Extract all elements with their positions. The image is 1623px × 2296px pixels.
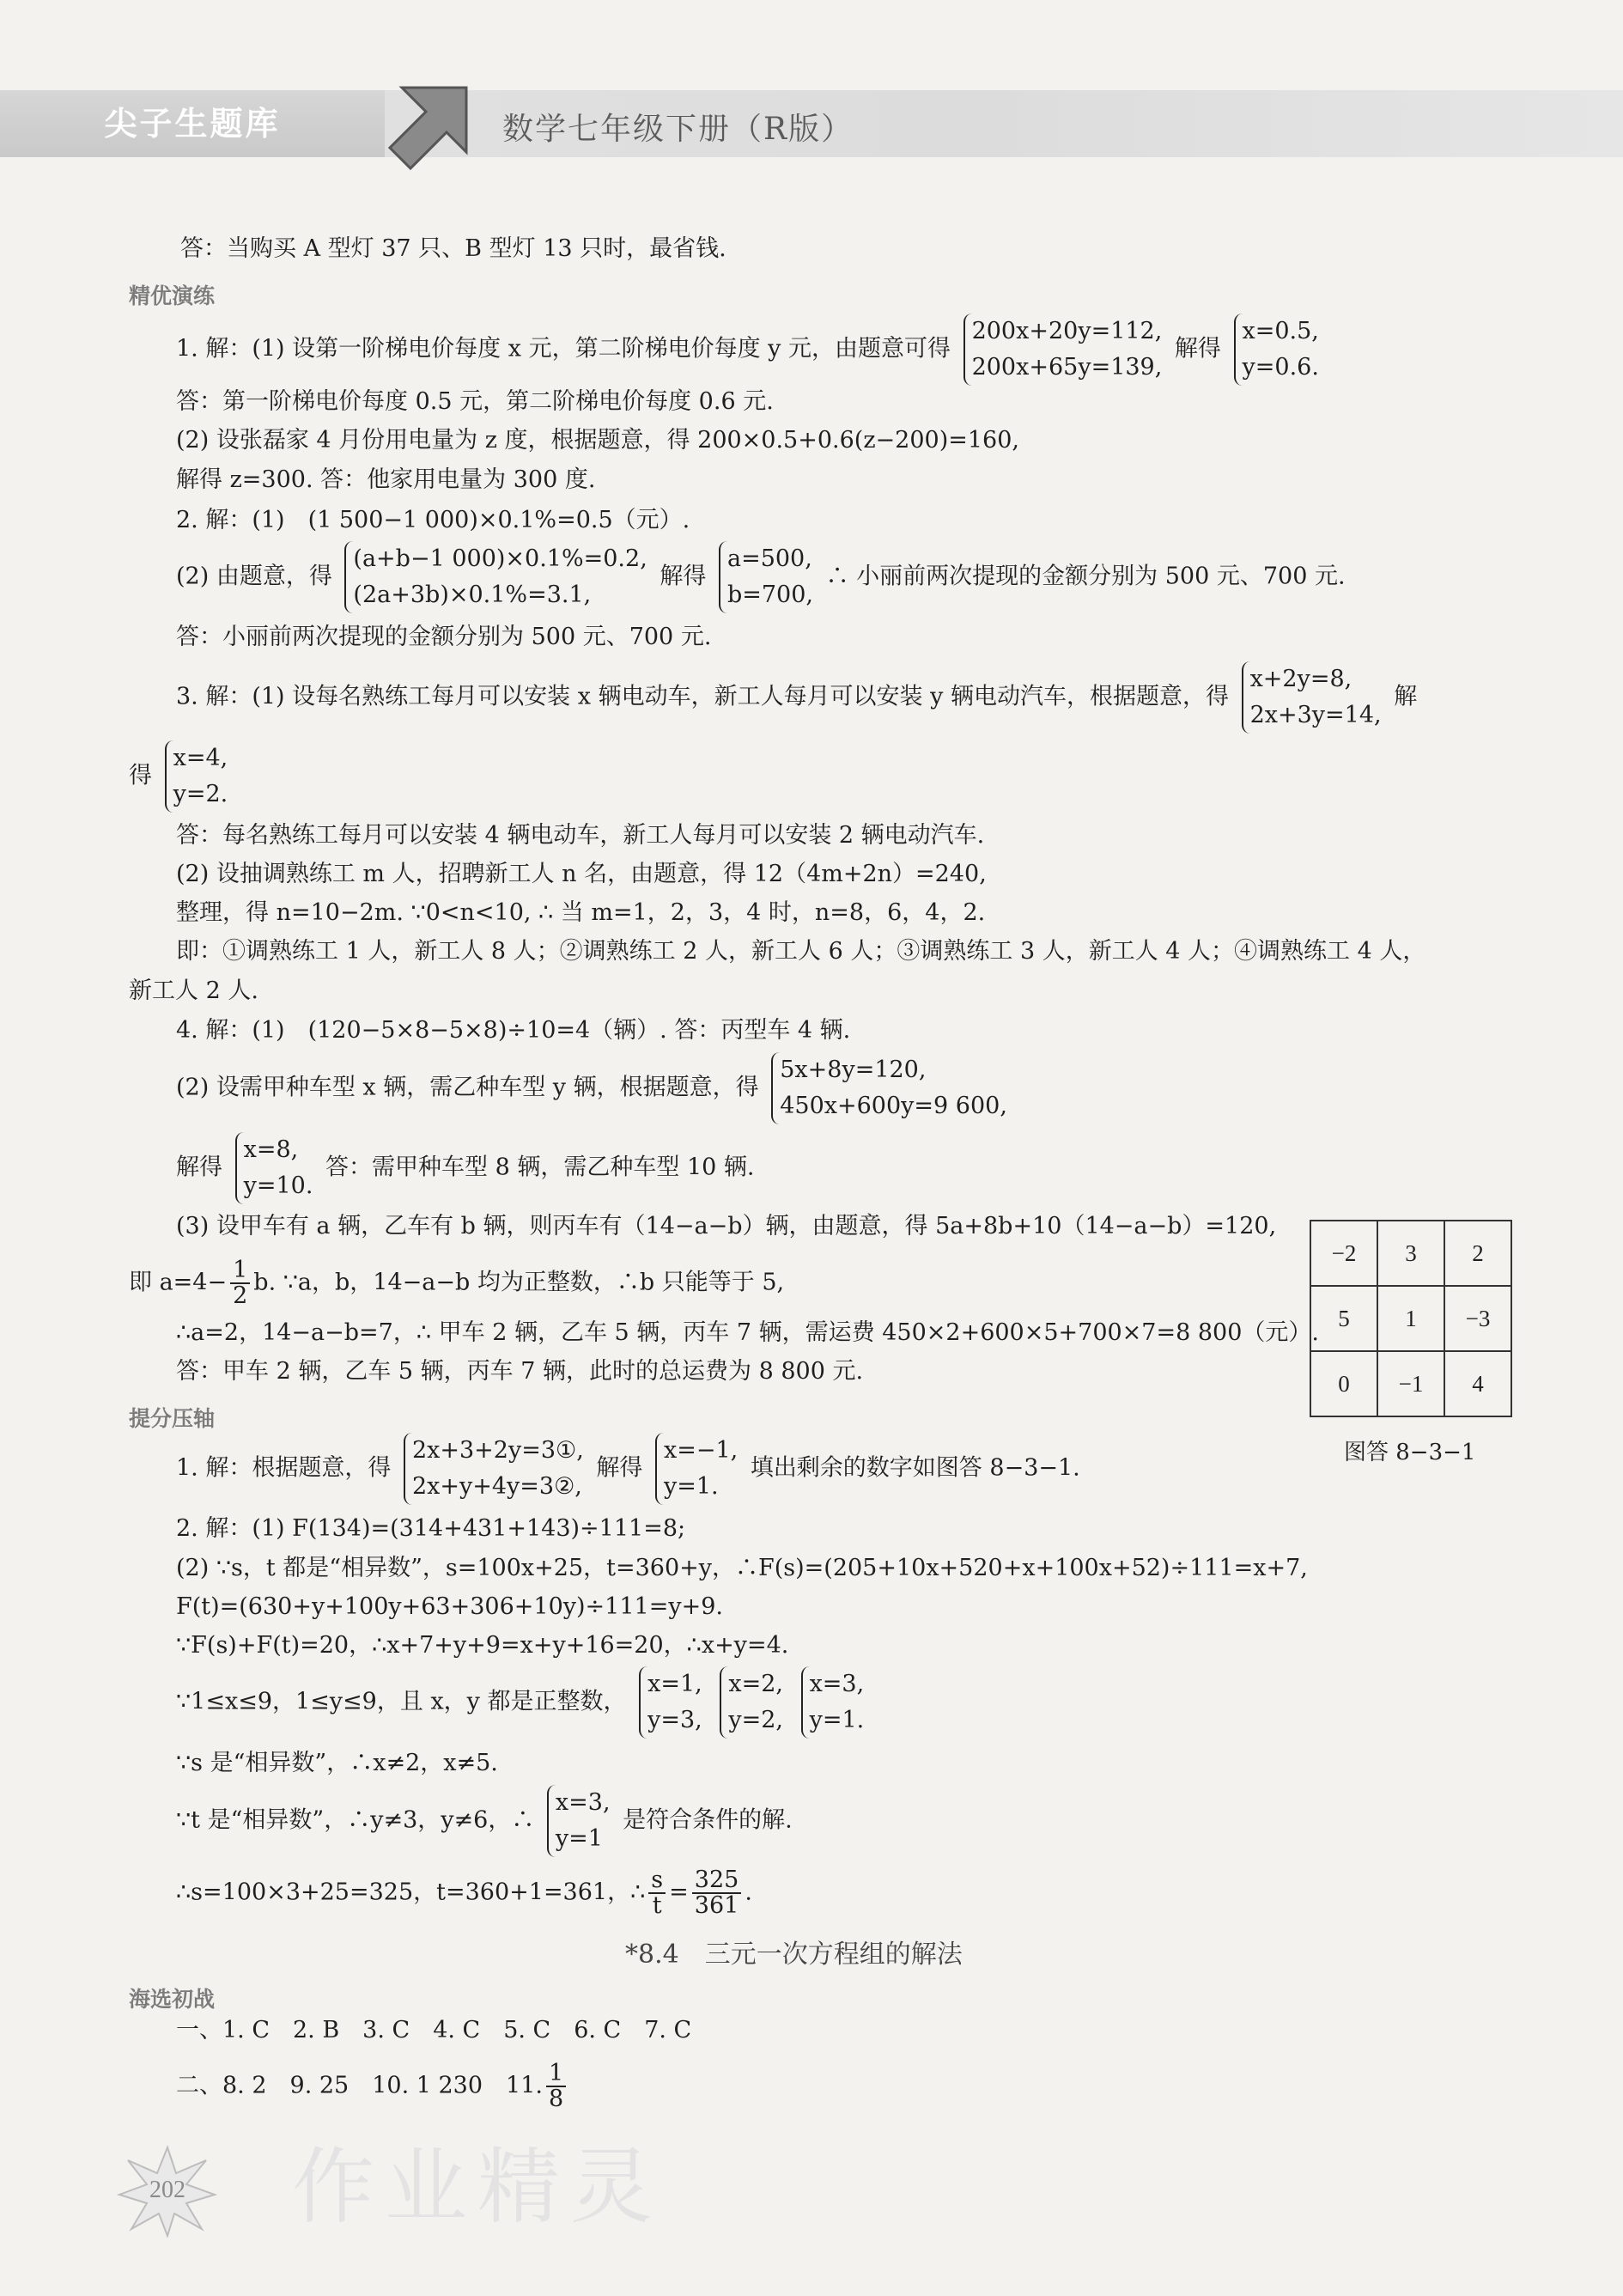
answer-line: 答：甲车 2 辆，乙车 5 辆，丙车 7 辆，此时的总运费为 8 800 元. <box>176 1358 864 1385</box>
brand-banner: 尖子生题库 <box>0 90 385 157</box>
text-line: 新工人 2 人. <box>129 977 258 1004</box>
text-line: ∴s=100×3+25=325，t=360+1=361，∴ $\frac{s}{t}$ = $\frac{325}{361}$ . <box>176 1867 752 1919</box>
page-number: 202 <box>149 2177 185 2203</box>
text-line: (2) ∵s，t 都是“相异数”，s=100x+25，t=360+y，∴F(s)=(205+10x+520+x+100x+52)÷111=x+7, <box>176 1555 1308 1581</box>
text-line: 整理，得 n=10−2m. ∵0<n<10, ∴ 当 m=1，2，3，4 时，n=8，6，4，2. <box>176 899 986 926</box>
figure-caption: 图答 8−3−1 <box>1344 1440 1476 1465</box>
grid-cell: 1 <box>1377 1286 1444 1351</box>
section-heading: 海选初战 <box>129 1987 216 2012</box>
problem-2: 2. 解：(1) (1 500−1 000)×0.1%=0.5（元）. <box>176 507 690 533</box>
problem-3: 3. 解：(1) 设每名熟练工每月可以安装 x 辆电动车，新工人每月可以安装 y 辆电动汽车，根据题意，得 x+2y=8, 2x+3y=14, 解 <box>176 661 1417 734</box>
chapter-title: *8.4 三元一次方程组的解法 <box>625 1940 963 1970</box>
text-line: (2) 设需甲种车型 x 辆，需乙种车型 y 辆，根据题意，得 5x+8y=120, 450x+600y=9 600, <box>176 1052 1012 1124</box>
solution-system: x=−1, y=1. <box>655 1433 738 1505</box>
fraction: $\frac{s}{t}$ <box>648 1868 666 1918</box>
answer-line: 答：每名熟练工每月可以安装 4 辆电动车，新工人每月可以安装 2 辆电动汽车. <box>176 822 985 849</box>
solution-system: x=0.5, y=0.6. <box>1234 314 1319 386</box>
grid-cell: −3 <box>1444 1286 1511 1351</box>
grid-cell: 3 <box>1377 1221 1444 1286</box>
answer-line: 答：当购买 A 型灯 37 只、B 型灯 13 只时，最省钱. <box>180 235 726 262</box>
text-line: (2) 设抽调熟练工 m 人，招聘新工人 n 名，由题意，得 12（4m+2n）=240, <box>176 861 987 887</box>
fraction: $\frac{1}{8}$ <box>546 2062 566 2111</box>
problem-tifen-1: 1. 解：根据题意，得 2x+3+2y=3①, 2x+y+4y=3②, 解得 x=−1, y=1. 填出剩余的数字如图答 8−3−1. <box>176 1433 1080 1505</box>
text-line: ∵F(s)+F(t)=20，∴x+7+y+9=x+y+16=20，∴x+y=4. <box>176 1632 789 1659</box>
answer-line: 答：小丽前两次提现的金额分别为 500 元、700 元. <box>176 624 712 650</box>
grid-cell: 0 <box>1310 1351 1377 1416</box>
fraction: $\frac{325}{361}$ <box>692 1868 742 1918</box>
text-line: ∵t 是“相异数”，∴y≠3，y≠6，∴ x=3, y=1 是符合条件的解. <box>176 1785 793 1857</box>
text-line: ∵s 是“相异数”，∴x≠2，x≠5. <box>176 1750 498 1776</box>
text-line: 解得 z=300. 答：他家用电量为 300 度. <box>176 466 596 493</box>
text-line: 得 x=4, y=2. <box>129 740 233 813</box>
text-line: 即 a=4− $\frac{1}{2}$ b. ∵a，b，14−a−b 均为正整数，∴b 只能等于 5, <box>129 1257 785 1309</box>
equation-system: x+2y=8, 2x+3y=14, <box>1242 661 1382 734</box>
book-title: 数学七年级下册（R版） <box>502 112 854 147</box>
watermark: 作业精灵 <box>292 2139 663 2235</box>
solution-system: x=2, y=2, <box>720 1666 783 1739</box>
text-line: (2) 由题意，得 (a+b−1 000)×0.1%=0.2, (2a+3b)×0.1%=3.1, 解得 a=500, b=700, ∴ 小丽前两次提现的金额分别为 500 元、700 元. <box>176 541 1346 613</box>
text-line: (3) 设甲车有 a 辆，乙车有 b 辆，则丙车有（14−a−b）辆，由题意，得 5a+8b+10（14−a−b）=120, <box>176 1213 1277 1239</box>
equation-system: (a+b−1 000)×0.1%=0.2, (2a+3b)×0.1%=3.1, <box>344 541 647 613</box>
solution-system: x=3, y=1 <box>547 1785 611 1857</box>
section-heading: 提分压轴 <box>129 1406 216 1431</box>
text-line: ∴a=2，14−a−b=7，∴ 甲车 2 辆，乙车 5 辆，丙车 7 辆，需运费 450×2+600×5+700×7=8 800（元）. <box>176 1319 1319 1346</box>
number-grid <box>1310 1220 1512 1417</box>
equation-system: 5x+8y=120, 450x+600y=9 600, <box>771 1052 1007 1124</box>
text-line: ∵1≤x≤9，1≤y≤9，且 x，y 都是正整数， x=1, y=3, x=2, y=2, x=3, y=1. <box>176 1666 869 1739</box>
grid-cell: 2 <box>1444 1221 1511 1286</box>
answer-row: 二、8. 2 9. 25 10. 1 230 11. $\frac{1}{8}$ <box>176 2062 569 2111</box>
answer-row: 一、1. C 2. B 3. C 4. C 5. C 6. C 7. C <box>176 2017 692 2043</box>
problem-1: 1. 解：(1) 设第一阶梯电价每度 x 元，第二阶梯电价每度 y 元，由题意可得 200x+20y=112, 200x+65y=139, 解得 x=0.5, y=0.6. <box>176 314 1324 386</box>
solution-system: x=3, y=1. <box>801 1666 865 1739</box>
fraction: $\frac{1}{2}$ <box>230 1258 250 1308</box>
solution-system: a=500, b=700, <box>719 541 813 613</box>
text-line: 即：①调熟练工 1 人，新工人 8 人；②调熟练工 2 人，新工人 6 人；③调熟练工 3 人，新工人 4 人；④调熟练工 4 人， <box>176 938 1426 965</box>
problem-4: 4. 解：(1) (120−5×8−5×8)÷10=4（辆）. 答：丙型车 4 辆. <box>176 1017 851 1044</box>
equation-system: 2x+3+2y=3①, 2x+y+4y=3②, <box>404 1433 584 1505</box>
answer-line: 答：第一阶梯电价每度 0.5 元，第二阶梯电价每度 0.6 元. <box>176 388 774 415</box>
text-line: 解得 x=8, y=10. 答：需甲种车型 8 辆，需乙种车型 10 辆. <box>176 1132 754 1204</box>
section-heading: 精优演练 <box>129 283 216 308</box>
text-line: (2) 设张磊家 4 月份用电量为 z 度，根据题意，得 200×0.5+0.6(z−200)=160, <box>176 427 1019 454</box>
equation-system: 200x+20y=112, 200x+65y=139, <box>963 314 1163 386</box>
problem-tifen-2: 2. 解：(1) F(134)=(314+431+143)÷111=8; <box>176 1515 686 1542</box>
grid-cell: −1 <box>1377 1351 1444 1416</box>
text-line: F(t)=(630+y+100y+63+306+10y)÷111=y+9. <box>176 1593 723 1620</box>
solution-system: x=1, y=3, <box>639 1666 702 1739</box>
grid-cell: −2 <box>1310 1221 1377 1286</box>
arrow-icon <box>385 79 479 174</box>
grid-cell: 5 <box>1310 1286 1377 1351</box>
grid-cell: 4 <box>1444 1351 1511 1416</box>
solution-system: x=8, y=10. <box>235 1132 313 1204</box>
solution-system: x=4, y=2. <box>165 740 228 813</box>
